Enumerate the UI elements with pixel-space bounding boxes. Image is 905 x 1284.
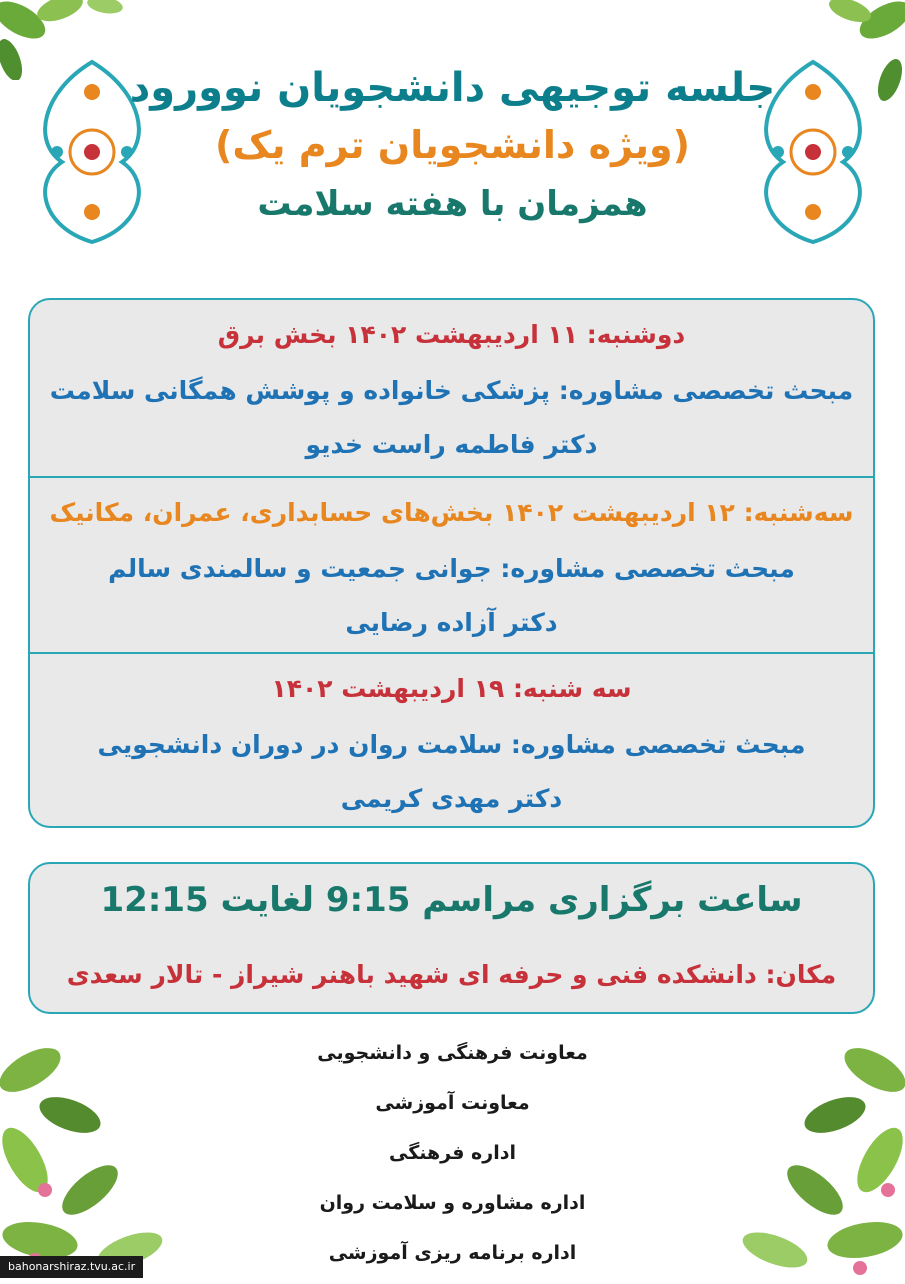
website-watermark: bahonarshiraz.tvu.ac.ir <box>0 1256 143 1278</box>
event-time: ساعت برگزاری مراسم 9:15 لغایت 12:15 <box>100 880 803 920</box>
session-date: سه شنبه: ۱۹ اردیبهشت ۱۴۰۲ <box>271 674 632 703</box>
session-2 <box>30 476 873 652</box>
sponsor-item: معاونت آموزشی <box>375 1092 530 1114</box>
poster-header <box>0 60 905 234</box>
session-1 <box>30 300 873 476</box>
poster-subtitle: (ویژه دانشجویان ترم یک) <box>215 123 690 167</box>
sessions-box <box>28 298 875 828</box>
session-3 <box>30 652 873 828</box>
sponsors-list <box>0 1034 905 1284</box>
session-speaker: دکتر آزاده رضایی <box>345 608 558 637</box>
sponsor-item: اداره مشاوره و سلامت روان <box>319 1192 586 1214</box>
sponsor-item: اداره برنامه ریزی آموزشی <box>328 1242 577 1264</box>
session-speaker: دکتر مهدی کریمی <box>340 784 563 813</box>
poster-tagline: همزمان با هفته سلامت <box>257 184 648 224</box>
sponsor-item: معاونت فرهنگی و دانشجویی <box>317 1042 588 1064</box>
session-topic: مبحث تخصصی مشاوره: جوانی جمعیت و سالمندی سالم <box>108 554 795 583</box>
event-info-box <box>28 862 875 1014</box>
session-date: دوشنبه: ۱۱ اردیبهشت ۱۴۰۲ بخش برق <box>217 320 686 349</box>
session-speaker: دکتر فاطمه راست خدیو <box>305 430 598 459</box>
event-place: مکان: دانشکده فنی و حرفه ای شهید باهنر شیراز - تالار سعدی <box>66 960 837 989</box>
session-date: سه‌شنبه: ۱۲ اردیبهشت ۱۴۰۲ بخش‌های حسابداری، عمران، مکانیک <box>49 498 854 527</box>
session-topic: مبحث تخصصی مشاوره: پزشکی خانواده و پوشش همگانی سلامت <box>49 376 854 405</box>
sponsor-item: اداره فرهنگی <box>388 1142 516 1164</box>
session-topic: مبحث تخصصی مشاوره: سلامت روان در دوران دانشجویی <box>97 730 806 759</box>
poster-title: جلسه توجیهی دانشجویان نوورود <box>129 65 776 111</box>
